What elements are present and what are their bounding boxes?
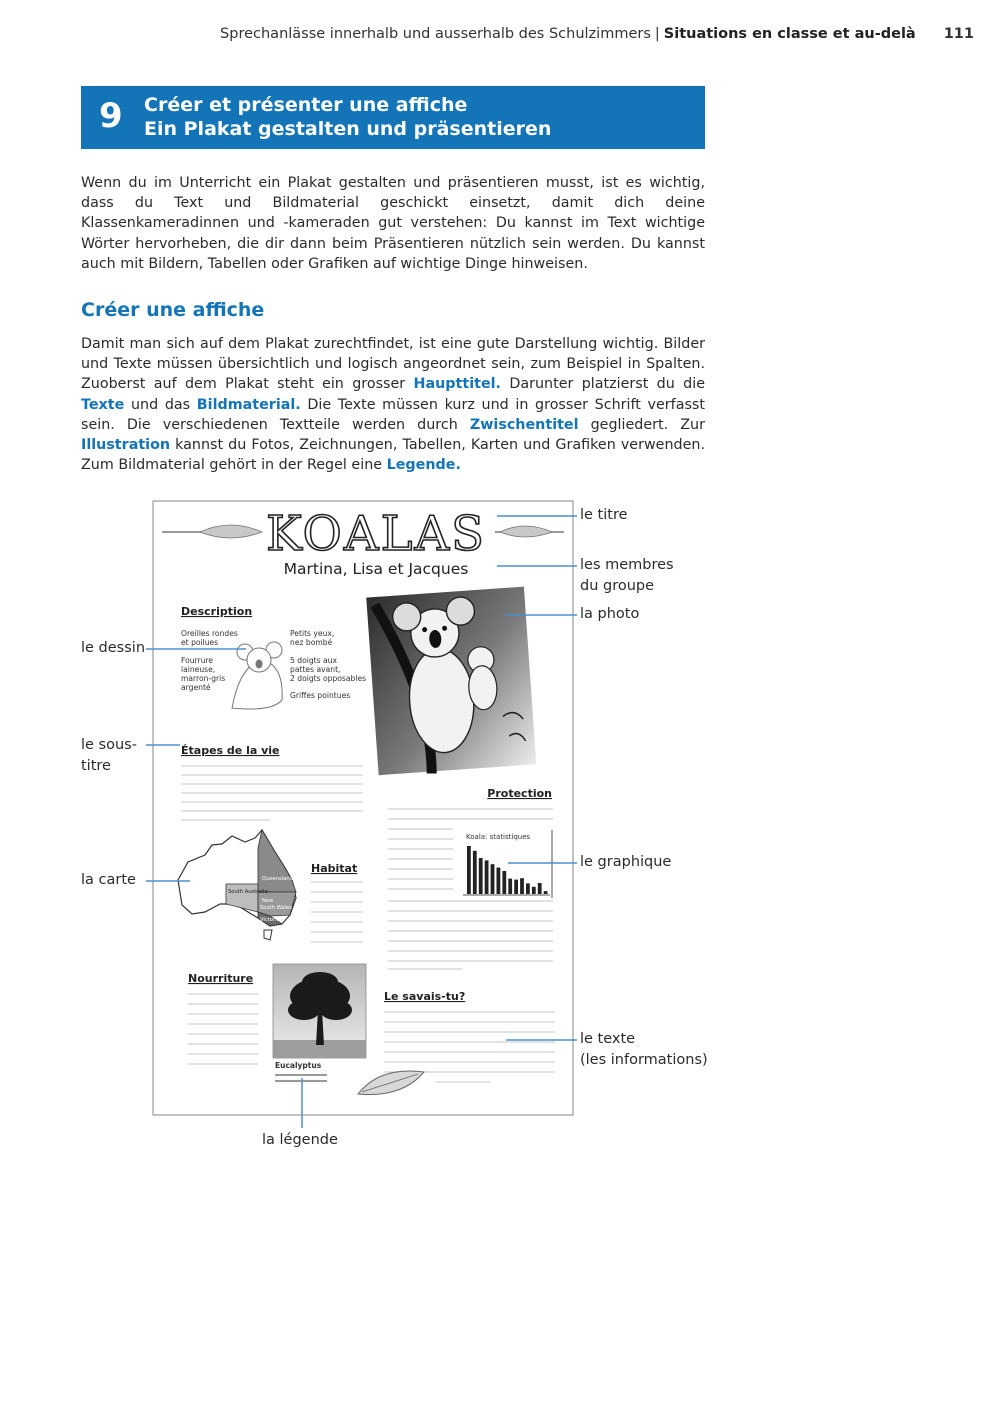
koala-photo (364, 584, 538, 777)
map-label: Queensland (262, 876, 293, 882)
callout-texte (580, 1029, 708, 1070)
callout-soustitre (81, 735, 137, 776)
poster-title: KOALAS (265, 506, 487, 562)
body-text: Die Texte müssen kurz und in grosser Schrift verfasst sein. Die verschiedenen Textteile werden durch (81, 396, 705, 433)
poster-heading-did-you-know: Le savais-tu? (384, 990, 466, 1003)
callout-soustitre-line: le sous- (81, 737, 137, 753)
chart-bar (538, 883, 542, 894)
poster-heading-habitat: Habitat (311, 862, 358, 875)
section-title-de: Ein Plakat gestalten und präsentieren (144, 118, 552, 140)
body-text: kannst du Fotos, Zeichnungen, Tabellen, Karten und Grafiken verwenden. Zum Bildmaterial gehört in der Regel eine (81, 437, 705, 474)
chart-bar (467, 846, 471, 894)
map-label: South Wales (260, 905, 293, 911)
callout-membres-line: du groupe (580, 577, 655, 594)
poster-heading-protection: Protection (487, 787, 552, 800)
desc-line: laineuse, (181, 665, 216, 674)
keyword-haupttitel: Haupttitel. (413, 376, 501, 393)
poster-heading-life: Étapes de la vie (181, 744, 280, 757)
chart-bar (473, 851, 477, 894)
callout-titre: le titre (580, 507, 628, 523)
callout-texte-line: le texte (580, 1031, 636, 1047)
tree-caption: Eucalyptus (275, 1061, 322, 1070)
body-text: Darunter platzierst du die (500, 376, 705, 393)
chart-bar (544, 891, 548, 894)
callout-carte: la carte (81, 872, 136, 888)
chart-bar (532, 887, 536, 894)
body-text: und das (124, 396, 197, 413)
chart-bar (514, 880, 518, 894)
chart-bar (497, 868, 501, 894)
section-number: 9 (99, 96, 123, 136)
callout-dessin: le dessin (81, 640, 146, 656)
map-label: New (262, 898, 274, 904)
keyword-texte: Texte (81, 396, 125, 413)
poster-authors: Martina, Lisa et Jacques (283, 560, 469, 578)
header-left-text: Sprechanlässe innerhalb und ausserhalb des Schulzimmers (220, 26, 651, 42)
keyword-illustration: Illustration (81, 437, 171, 454)
map-label: Victoria (260, 917, 280, 923)
keyword-zwischentitel: Zwischentitel (469, 416, 579, 433)
callout-membres-line: les membres (580, 557, 674, 573)
desc-line: Griffes pointues (290, 691, 351, 700)
intro-paragraph: Wenn du im Unterricht ein Plakat gestalten und präsentieren musst, ist es wichtig, dass du Text und Bildmaterial geschickt einsetzt, damit dich deine Klassenkameradinnen und -kameraden gut verstehen: Du kannst im Text wichtige Wörter hervorheben, die dir dann beim Präsentieren nützlich sein werden. Du kannst auch mit Bildern, Tabellen oder Grafiken auf wichtige Dinge hinweisen. (81, 175, 705, 272)
body-text: gegliedert. Zur (578, 416, 705, 433)
callout-graphique: le graphique (580, 854, 672, 870)
header-right-text: Situations en classe et au-delà (663, 26, 916, 42)
chart-bar (526, 883, 530, 894)
chart-bar (508, 879, 512, 894)
map-label: South Australia (228, 889, 268, 895)
chart-bar (502, 871, 506, 894)
callout-texte-line: (les informations) (580, 1051, 708, 1068)
callout-membres (580, 555, 674, 596)
poster-heading-food: Nourriture (188, 972, 254, 985)
desc-line: pattes avant, (290, 665, 341, 674)
keyword-legende: Legende. (386, 457, 461, 474)
desc-line: 2 doigts opposables (290, 674, 367, 683)
chart-bar (491, 864, 495, 894)
callout-photo: la photo (580, 606, 640, 622)
desc-line: 5 doigts aux (290, 656, 337, 665)
poster-heading-description: Description (181, 605, 253, 618)
body-text: Damit man sich auf dem Plakat zurechtfindet, ist eine gute Darstellung wichtig. Bilder und Texte müssen übersichtlich und logisch angeordnet sein, zum Beispiel in Spalten. Zuoberst auf dem Plakat steht ein grosser (81, 336, 705, 393)
desc-line: et poilues (181, 638, 219, 647)
page-number: 111 (943, 26, 974, 42)
desc-line: argenté (181, 683, 211, 692)
desc-line: Petits yeux, (290, 629, 335, 638)
desc-line: Oreilles rondes (181, 629, 238, 638)
desc-line: Fourrure (181, 656, 214, 665)
chart-title: Koala: statistiques (466, 833, 531, 841)
desc-line: marron-gris (181, 674, 226, 683)
section-title-fr: Créer et présenter une affiche (144, 94, 468, 116)
desc-line: nez bombé (290, 638, 333, 647)
callout-soustitre-line: titre (81, 757, 111, 774)
chart-bar (479, 858, 483, 894)
chart-bar (485, 860, 489, 894)
callout-legende: la légende (262, 1132, 338, 1148)
keyword-bildmaterial: Bildmaterial. (196, 396, 301, 413)
subsection-title: Créer une affiche (81, 299, 265, 321)
eucalyptus-photo (273, 964, 366, 1058)
chart-bar (520, 878, 524, 894)
header-separator: | (654, 26, 660, 42)
